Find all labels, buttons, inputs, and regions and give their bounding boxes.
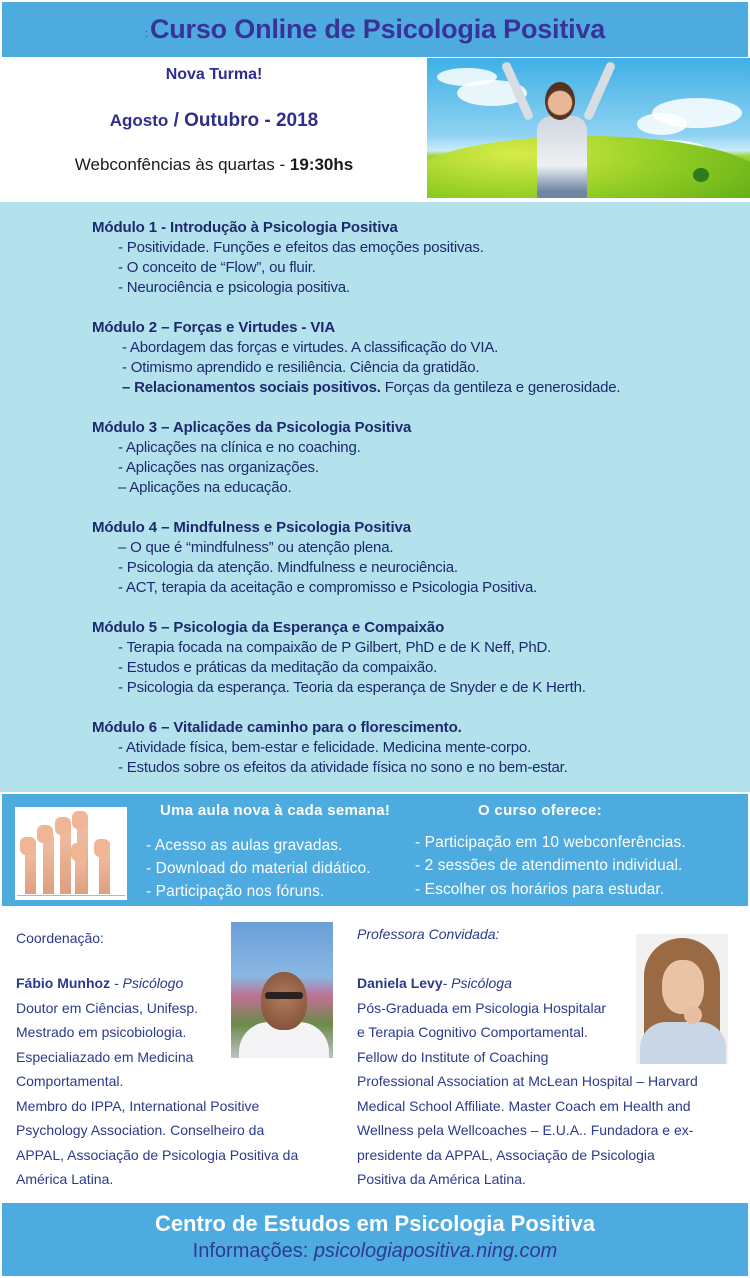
module-item-rest: Forças da gentileza e generosidade.	[380, 379, 621, 396]
guest-name-line	[357, 971, 512, 996]
module-item: - Abordagem das forças e virtudes. A classificação do VIA.	[122, 339, 499, 356]
coordinator-bio-line: APPAL, Associação de Psicologia Positiva da	[16, 1147, 299, 1163]
module-item: - Positividade. Funções e efeitos das emoções positivas.	[118, 239, 484, 256]
footer-banner	[2, 1203, 748, 1276]
course-dates	[0, 110, 428, 132]
module-1	[92, 218, 484, 298]
course-offers-heading: O curso oferece:	[478, 802, 603, 819]
guest-bio-line: Wellness pela Wellcoaches – E.U.A.. Fundadora e ex-	[357, 1122, 694, 1138]
new-class-label: Nova Turma!	[165, 66, 263, 83]
module-item: - ACT, terapia da aceitação e compromisso e Psicologia Positiva.	[118, 579, 538, 596]
module-5	[92, 618, 586, 698]
coordinator-bio-line: Psychology Association. Conselheiro da	[16, 1122, 265, 1138]
module-item: - Psicologia da esperança. Teoria da esperança de Snyder e de K Herth.	[118, 679, 586, 696]
faculty-section	[0, 910, 750, 1200]
module-item: - Estudos e práticas da meditação da compaixão.	[118, 659, 438, 676]
guest-name: Daniela Levy	[357, 975, 443, 991]
coordinator-role: - Psicólogo	[110, 975, 184, 991]
guest-bio-line: Medical School Affiliate. Master Coach em Health and	[357, 1098, 691, 1114]
guest-role: - Psicóloga	[442, 975, 512, 991]
guest-bio-line: Fellow do Institute of Coaching	[357, 1049, 549, 1065]
coordinator-bio-line: Mestrado em psicobiologia.	[16, 1024, 187, 1040]
coordinator-label: Coordenação:	[16, 930, 104, 946]
offer-left-item: - Download do material didático.	[146, 860, 371, 877]
module-3	[92, 418, 411, 498]
hero-image	[427, 58, 750, 198]
organization-name: Centro de Estudos em Psicologia Positiva	[154, 1211, 596, 1236]
thumbs-up-image	[15, 807, 127, 900]
module-title: Módulo 4 – Mindfulness e Psicologia Positiva	[92, 519, 411, 536]
tree-icon	[693, 168, 709, 182]
module-item: – Aplicações na educação.	[118, 479, 292, 496]
header-banner	[2, 2, 748, 57]
intro-section	[0, 58, 428, 198]
module-item: - Atividade física, bem-estar e felicidade. Medicina mente-corpo.	[118, 739, 532, 756]
module-item: - Aplicações na clínica e no coaching.	[118, 439, 361, 456]
coordinator-bio-line: Especialiazado em Medicina	[16, 1049, 194, 1065]
coordinator-name-line	[16, 971, 183, 996]
guest-bio-line: presidente da APPAL, Associação de Psicologia	[357, 1147, 655, 1163]
coordinator-bio-line: Comportamental.	[16, 1073, 124, 1089]
offer-section	[2, 794, 748, 906]
schedule-label: Webconfências às quartas -	[74, 155, 290, 174]
offer-left-item: - Participação nos fóruns.	[146, 883, 325, 900]
module-item: – O que é “mindfulness” ou atenção plena.	[118, 539, 394, 556]
modules-section	[0, 202, 750, 792]
coordinator-photo	[231, 922, 333, 1058]
module-6	[92, 718, 568, 778]
module-2	[92, 318, 620, 398]
dates-separator: /	[168, 110, 185, 131]
header-prefix: :	[144, 27, 148, 40]
module-item: - Estudos sobre os efeitos da atividade física no sono e no bem-estar.	[118, 759, 568, 776]
module-title: Módulo 3 – Aplicações da Psicologia Positiva	[92, 419, 412, 436]
dates-end: Outubro - 2018	[184, 110, 319, 131]
website-link[interactable]: psicologiapositiva.ning.com	[313, 1240, 558, 1262]
module-item: - Psicologia da atenção. Mindfulness e neurociência.	[118, 559, 458, 576]
module-item: - Otimismo aprendido e resiliência. Ciência da gratidão.	[122, 359, 480, 376]
module-item: - Neurociência e psicologia positiva.	[118, 279, 350, 296]
module-title: Módulo 2 – Forças e Virtudes - VIA	[92, 319, 336, 336]
schedule-time: 19:30hs	[289, 155, 354, 174]
offer-right-item: - 2 sessões de atendimento individual.	[415, 857, 683, 874]
module-title: Módulo 6 – Vitalidade caminho para o florescimento.	[92, 719, 462, 736]
dates-start: Agosto	[109, 111, 169, 130]
module-item: - Aplicações nas organizações.	[118, 459, 319, 476]
module-4	[92, 518, 537, 598]
offer-left-item: - Acesso as aulas gravadas.	[146, 837, 343, 854]
info-label: Informações:	[192, 1240, 314, 1262]
weekly-class-heading: Uma aula nova à cada semana!	[160, 802, 391, 819]
module-title: Módulo 5 – Psicologia da Esperança e Compaixão	[92, 619, 445, 636]
guest-bio-line: Positiva da América Latina.	[357, 1171, 526, 1187]
module-item-bold: – Relacionamentos sociais positivos.	[122, 379, 381, 396]
info-line	[2, 1240, 748, 1263]
module-item	[92, 378, 620, 398]
guest-bio-line: Pós-Graduada em Psicologia Hospitalar	[357, 1000, 607, 1016]
guest-label: Professora Convidada:	[357, 926, 500, 942]
coordinator-bio-line: Doutor em Ciências, Unifesp.	[16, 1000, 199, 1016]
module-title: Módulo 1 - Introdução à Psicologia Positiva	[92, 219, 398, 236]
offer-right-item: - Participação em 10 webconferências.	[415, 834, 686, 851]
module-item: - O conceito de “Flow”, ou fluir.	[118, 259, 316, 276]
coordinator-bio-line: América Latina.	[16, 1171, 114, 1187]
offer-right-item: - Escolher os horários para estudar.	[415, 881, 665, 898]
coordinator-bio-line: Membro do IPPA, International Positive	[16, 1098, 260, 1114]
page-title: Curso Online de Psicologia Positiva	[149, 14, 606, 44]
schedule-text	[0, 155, 428, 175]
guest-photo	[636, 934, 728, 1064]
module-item: - Terapia focada na compaixão de P Gilbert, PhD e de K Neff, PhD.	[118, 639, 552, 656]
guest-bio-line: e Terapia Cognitivo Comportamental.	[357, 1024, 588, 1040]
coordinator-name: Fábio Munhoz	[16, 975, 111, 991]
guest-bio-line: Professional Association at McLean Hospital – Harvard	[357, 1073, 698, 1089]
